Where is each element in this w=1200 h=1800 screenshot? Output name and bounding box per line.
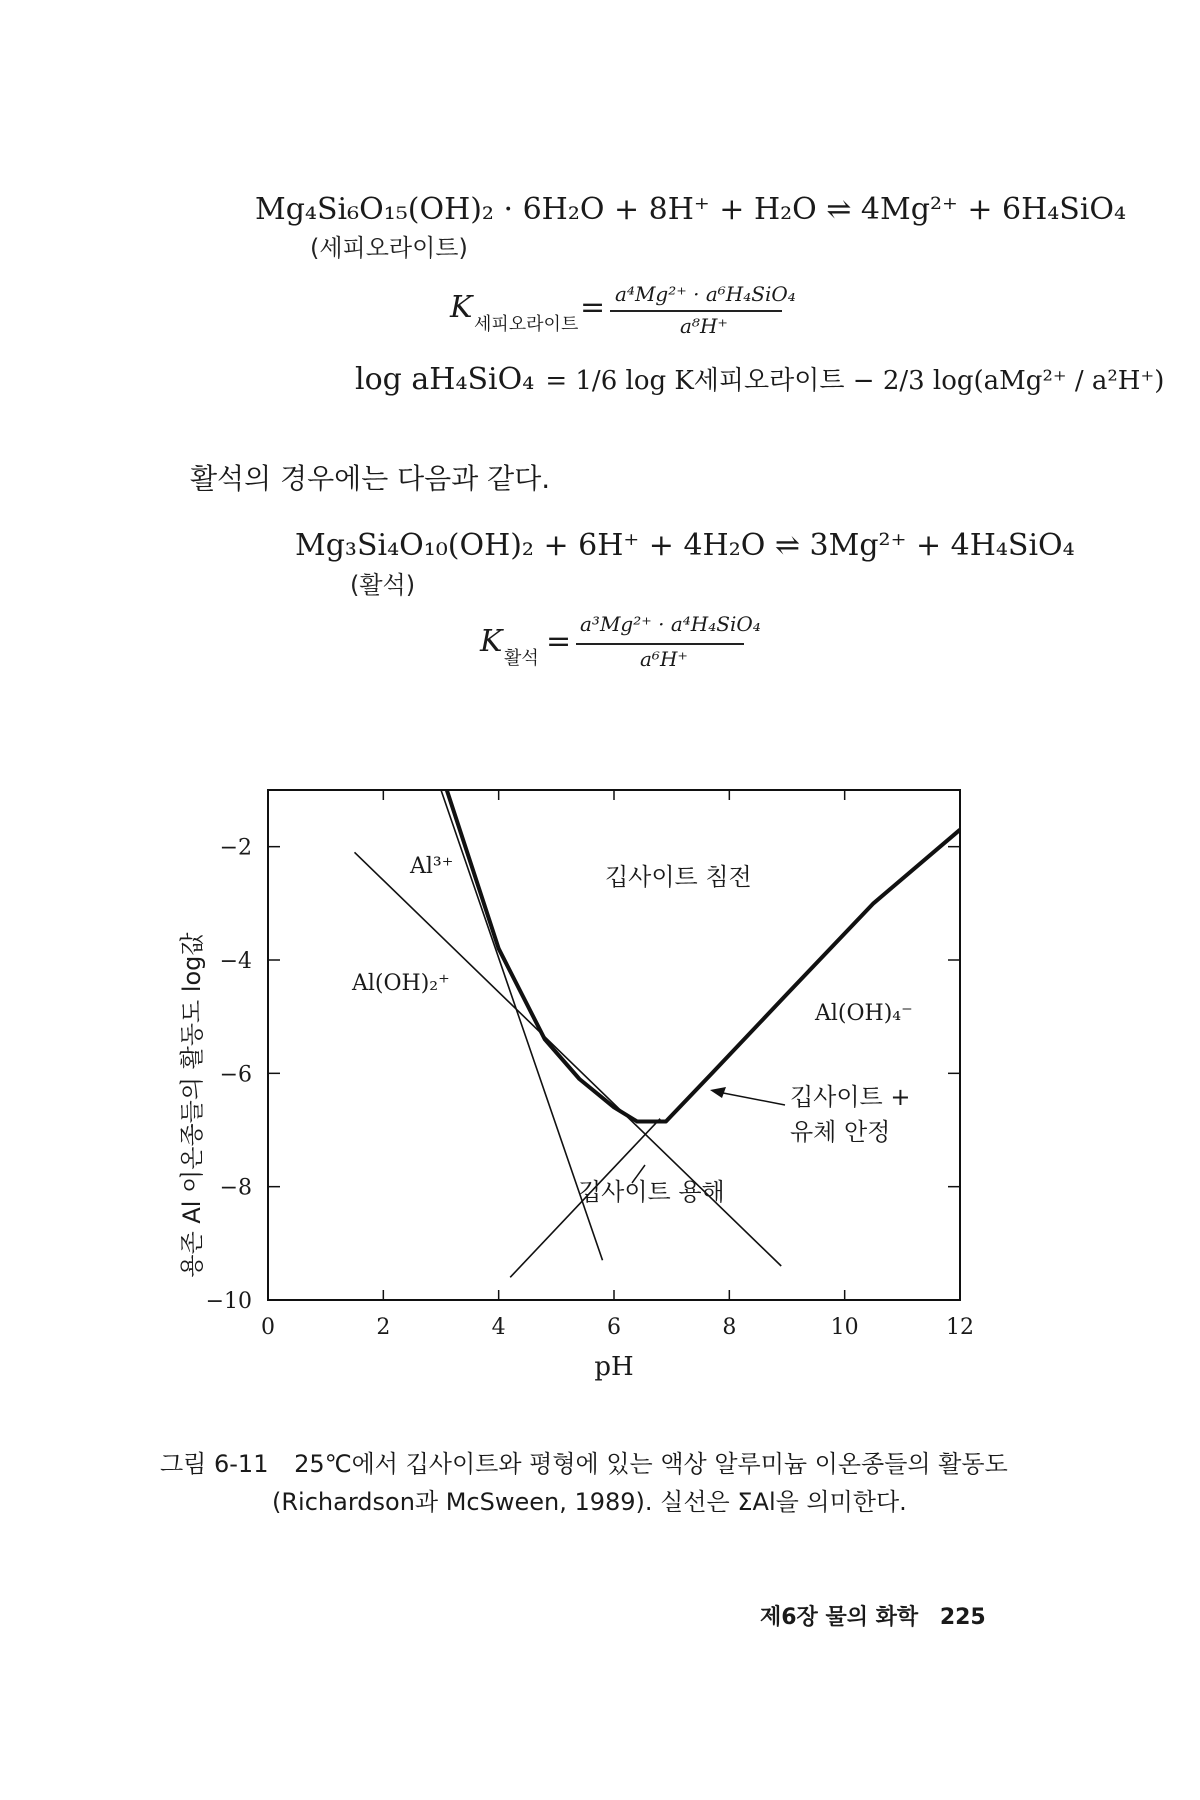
k-denominator: a⁸H⁺ — [680, 314, 728, 338]
page-footer — [760, 1600, 986, 1631]
y-tick-label: −2 — [219, 835, 252, 861]
y-axis-label: 용존 Al 이온종들의 활동도 log값 — [178, 932, 206, 1278]
equals-sign: = — [580, 290, 606, 325]
figure-number: 그림 6-11 — [160, 1450, 269, 1478]
x-tick-label: 6 — [607, 1315, 621, 1340]
x-tick-label: 4 — [491, 1315, 506, 1340]
k-subscript-talc: 활석 — [504, 648, 539, 669]
k-numerator-talc: a³Mg²⁺ · a⁴H₄SiO₄ — [580, 612, 761, 636]
equation-k-sepiolite — [450, 280, 796, 350]
x-tick-label: 10 — [830, 1315, 859, 1340]
talc-label: (활석) — [350, 571, 416, 599]
caption-line-1: 25℃에서 깁사이트와 평형에 있는 액상 알루미늄 이온종들의 활동도 — [294, 1450, 1008, 1478]
label-aloh2: Al(OH)₂⁺ — [352, 971, 450, 996]
equation-sepiolite-reaction: Mg₄Si₆O₁₅(OH)₂ · 6H₂O + 8H⁺ + H₂O ⇌ 4Mg²⁺ + 6H₄SiO₄ — [255, 192, 1127, 227]
y-tick-label: −4 — [219, 949, 252, 974]
label-aloh4: Al(OH)₄⁻ — [815, 1001, 913, 1026]
label-gibbsite-stable-1: 깁사이트 + — [790, 1083, 911, 1111]
y-tick-label: −10 — [205, 1289, 252, 1314]
log-rhs: = 1/6 log K세피오라이트 − 2/3 log(aMg²⁺ / a²H⁺) — [545, 366, 1165, 396]
talc-intro-text: 활석의 경우에는 다음과 같다. — [190, 462, 551, 495]
chapter-title: 제6장 물의 화학 — [760, 1605, 919, 1630]
label-gibbsite-stable-2: 유체 안정 — [790, 1118, 891, 1146]
k-symbol: K — [450, 290, 473, 325]
fraction-bar-talc — [576, 643, 744, 645]
k-numerator: a⁴Mg²⁺ · a⁶H₄SiO₄ — [615, 282, 796, 306]
label-al3: Al³⁺ — [410, 854, 454, 879]
equation-k-talc — [480, 610, 761, 680]
y-tick-label: −6 — [219, 1062, 252, 1088]
x-axis-label: pH — [594, 1352, 634, 1382]
equals-sign-talc: = — [546, 624, 572, 659]
figure-caption — [160, 1445, 1008, 1522]
stable-arrow-head — [710, 1087, 726, 1098]
equation-log-silica — [355, 360, 1164, 397]
k-subscript: 세피오라이트 — [474, 314, 579, 335]
x-tick-label: 8 — [722, 1315, 737, 1340]
page-number: 225 — [939, 1605, 986, 1630]
gibbsite-chart — [0, 760, 1200, 1440]
x-tick-label: 12 — [946, 1315, 974, 1340]
sepiolite-label: (세피오라이트) — [310, 234, 468, 262]
series-line-3 — [447, 790, 960, 1122]
y-tick-label: −8 — [219, 1175, 252, 1201]
fraction-bar — [610, 310, 782, 312]
label-gibbsite-dissolve: 깁사이트 용해 — [578, 1178, 725, 1206]
equation-talc-reaction: Mg₃Si₄O₁₀(OH)₂ + 6H⁺ + 4H₂O ⇌ 3Mg²⁺ + 4H₄SiO₄ — [295, 528, 1075, 563]
k-symbol-talc: K — [480, 624, 503, 659]
log-lhs: log aH₄SiO₄ — [355, 362, 535, 397]
stable-arrow-line — [718, 1092, 785, 1105]
caption-line-2: (Richardson과 McSween, 1989). 실선은 ΣAl을 의미한다. — [272, 1488, 907, 1517]
label-gibbsite-precip: 깁사이트 침전 — [605, 863, 752, 891]
x-tick-label: 2 — [376, 1315, 391, 1340]
k-denominator-talc: a⁶H⁺ — [640, 647, 688, 671]
x-tick-label: 0 — [261, 1315, 275, 1340]
annotation-leaders — [632, 1087, 785, 1183]
